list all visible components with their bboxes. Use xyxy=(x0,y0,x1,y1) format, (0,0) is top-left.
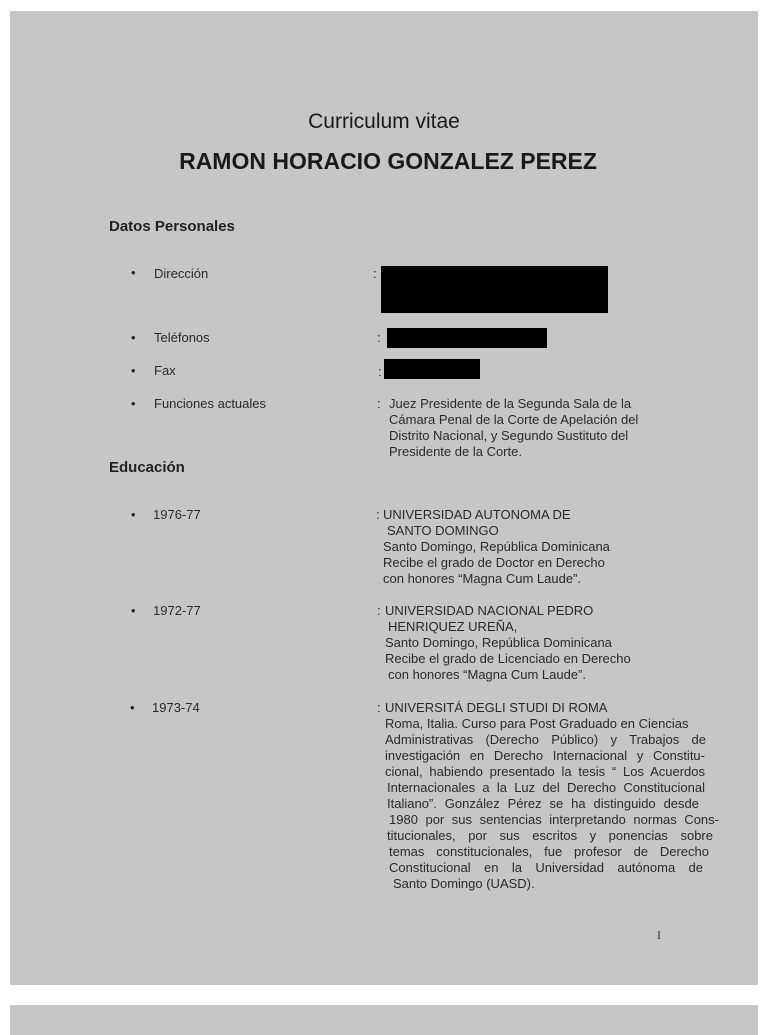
bullet-icon: • xyxy=(131,396,136,411)
phones-label: Teléfonos xyxy=(154,330,210,345)
colon: : xyxy=(376,507,380,522)
bullet-icon: • xyxy=(131,603,136,618)
document-title: Curriculum vitae xyxy=(308,110,460,133)
text-line: temas constitucionales, fue profesor de Derecho xyxy=(389,844,709,859)
text-line: Cámara Penal de la Corte de Apelación del xyxy=(389,412,639,427)
next-page-edge xyxy=(10,1005,758,1035)
fax-label: Fax xyxy=(154,363,176,378)
text-line: Roma, Italia. Curso para Post Graduado en Ciencias xyxy=(385,716,689,731)
current-functions-label: Funciones actuales xyxy=(154,396,267,411)
text-line: titucionales, por sus escritos y ponencias sobre xyxy=(387,828,713,843)
bullet-icon: • xyxy=(131,330,136,345)
bullet-icon: • xyxy=(131,363,136,378)
text-line: con honores “Magna Cum Laude”. xyxy=(383,571,582,586)
colon: : xyxy=(377,330,381,345)
phones-redacted xyxy=(387,328,547,348)
text-line: Italiano”. González Pérez se ha distinguido desde xyxy=(387,796,699,811)
text-line: HENRIQUEZ UREÑA, xyxy=(388,619,518,634)
text-line: Recibe el grado de Licenciado en Derecho xyxy=(385,651,631,666)
education-entry-text xyxy=(385,603,655,683)
page-mark: I xyxy=(657,928,661,942)
education-entry-text xyxy=(385,700,719,892)
education-years: 1972-77 xyxy=(153,603,201,618)
text-line: Santo Domingo (UASD). xyxy=(393,876,535,891)
bullet-icon: • xyxy=(131,265,136,280)
text-line: Santo Domingo, República Dominicana xyxy=(383,539,610,554)
text-line: Administrativas (Derecho Público) y Trabajos de xyxy=(385,732,706,747)
personal-data-heading: Datos Personales xyxy=(109,218,235,235)
education-years: 1973-74 xyxy=(152,700,200,715)
colon: : xyxy=(378,364,382,379)
bullet-icon: • xyxy=(130,700,135,715)
text-line: UNIVERSIDAD NACIONAL PEDRO xyxy=(385,603,594,618)
text-line: Juez Presidente de la Segunda Sala de la xyxy=(389,396,632,411)
text-line: Recibe el grado de Doctor en Derecho xyxy=(383,555,605,570)
bullet-icon: • xyxy=(131,507,136,522)
education-years: 1976-77 xyxy=(153,507,201,522)
colon: : xyxy=(373,266,377,281)
colon: : xyxy=(377,700,381,715)
text-line: 1980 por sus sentencias interpretando normas Cons- xyxy=(389,812,719,827)
text-line: investigación en Derecho Internacional y Constitu- xyxy=(385,748,705,763)
text-line: SANTO DOMINGO xyxy=(387,523,499,538)
education-entry-text xyxy=(383,507,643,587)
text-line: con honores “Magna Cum Laude”. xyxy=(388,667,587,682)
text-line: Santo Domingo, República Dominicana xyxy=(385,635,612,650)
colon: : xyxy=(377,396,381,411)
text-line: Constitucional en la Universidad autónoma de xyxy=(389,860,703,875)
text-line: Presidente de la Corte. xyxy=(389,444,522,459)
text-line: cional, habiendo presentado la tesis “ Los Acuerdos xyxy=(385,764,705,779)
text-line: UNIVERSITÁ DEGLI STUDI DI ROMA xyxy=(385,700,608,715)
education-heading: Educación xyxy=(109,459,185,476)
fax-redacted xyxy=(384,359,480,379)
address-label: Dirección xyxy=(154,266,209,281)
text-line: Internacionales a la Luz del Derecho Constitucional xyxy=(387,780,705,795)
text-line: Distrito Nacional, y Segundo Sustituto del xyxy=(389,428,629,443)
text-line: UNIVERSIDAD AUTONOMA DE xyxy=(383,507,571,522)
current-functions-text xyxy=(389,396,655,460)
colon: : xyxy=(377,603,381,618)
address-redacted xyxy=(381,266,608,313)
person-name: RAMON HORACIO GONZALEZ PEREZ xyxy=(179,148,597,174)
